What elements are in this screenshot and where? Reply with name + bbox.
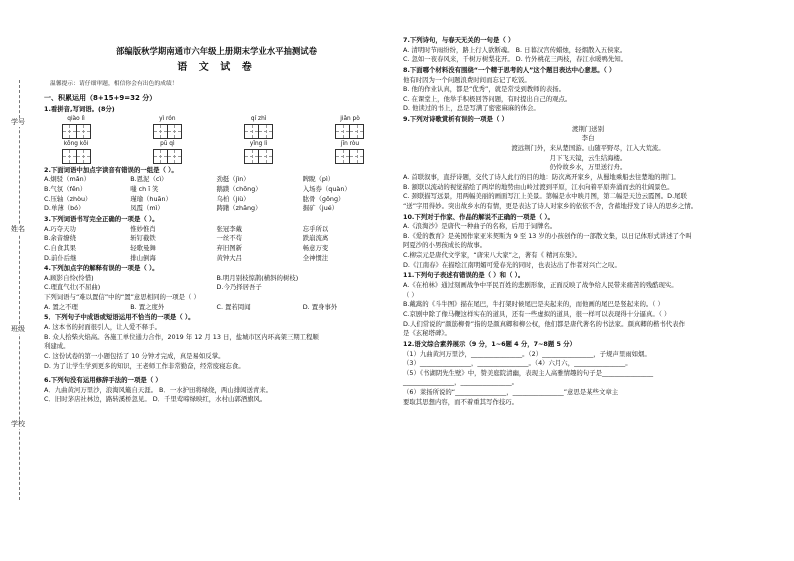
q11-line: （ ） <box>403 290 418 299</box>
option-text: 凤霞（mì） <box>130 204 164 213</box>
option-text: D.今乃择居吾子 <box>216 283 262 292</box>
q2-option-row <box>44 175 389 184</box>
pinyin-text: yǐng lì <box>249 140 268 147</box>
q6-line: A．九曲黄河万里沙，浪淘风簸自天涯。 B．一水护田将绿绕，两山排闼送青来。 <box>44 385 273 394</box>
q5-line: D. 为了让学生学到更多的知识，王老师工作非常勤奋，经常废寝忘食。 <box>44 361 245 370</box>
pinyin-text: jīn ròu <box>340 140 360 147</box>
option-text: A.顾影自怜(怜惜) <box>44 273 94 282</box>
section-1-heading: 一、积累运用（8+15+9=32 分） <box>44 93 157 102</box>
option-text: 全神惯注 <box>302 253 329 262</box>
question-7: 7.下列诗句，与春天无关的一句是（ ） <box>403 36 515 44</box>
binding-dashed-line <box>19 80 20 500</box>
q5-line: 利建成。 <box>44 342 70 351</box>
writing-boxes[interactable] <box>62 149 91 164</box>
q2-option-row <box>44 195 389 204</box>
option-text: A.炯驳（mǎn） <box>44 175 91 184</box>
q4b-option-row <box>44 303 389 312</box>
option-text: 轻歌曼舞 <box>130 243 156 252</box>
option-text: 踌躇（zhāng） <box>216 204 262 213</box>
q5-line: A. 这本书的封面很引人，让人爱不释手。 <box>44 322 161 331</box>
option-text: 鹅蹼（chōng） <box>216 185 262 194</box>
q7-line: A. 清明时节雨纷纷，路上行人欲断魂。 B. 日暮汉宫传蜡烛，轻烟散入五侯家。 <box>403 45 627 54</box>
option-text: D.单薄（bó） <box>44 204 85 213</box>
option-text: A. 置之不理 <box>44 302 78 311</box>
q3-option-row <box>44 225 389 234</box>
q5-line: C. 这份试卷的第一小题包括了 10 分钟才完成，真是易如反掌。 <box>44 351 225 360</box>
option-text: 肱骨（ɡōnɡ） <box>302 194 345 203</box>
option-text: 张冠李戴 <box>216 224 243 233</box>
option-text: 瑾瑜（huān） <box>130 194 172 203</box>
q12-line: 要取其思想内容，而不着重其写作技巧。 <box>403 397 519 406</box>
q5-line: B. 众人拾柴火焰高。各施工单位通力合作，2019 年 12 月 13 日，盐城市区内环高架三期工程顺 <box>44 332 319 341</box>
q8-line: D. 他读过的书上，总是写满了密密麻麻的体会。 <box>403 104 540 113</box>
binding-label-name: 姓名 <box>11 225 25 233</box>
exam-tip: 温馨提示：请仔细审题，相信你会有出色的成绩！ <box>50 80 178 87</box>
q8-line: C. 在课堂上，他举手积极回答问题，有时提出自己的观点。 <box>403 94 572 103</box>
pinyin-text: qiào lì <box>67 115 85 122</box>
writing-boxes[interactable] <box>335 149 364 164</box>
pinyin-item <box>48 141 104 164</box>
q10-line: A.《浪淘沙》是唐代一种曲子的名称，后用于词牌名。 <box>403 222 557 231</box>
pinyin-item <box>48 116 104 139</box>
option-text: 排山倒海 <box>130 253 156 262</box>
right-column <box>403 34 773 407</box>
q6-line: C．旧时茅店社林边，路转溪桥忽见。 D．千里莺啼绿映红，水村山郭酒旗风。 <box>44 395 267 404</box>
option-text: C.自食其果 <box>44 243 77 252</box>
pinyin-item <box>231 116 287 139</box>
q8-line: B. 他的作业认真，都是“优秀”，就是常受到教师的表扬。 <box>403 85 566 94</box>
q10-line: D.《江南春》在描绘江南明媚可爱春光的同时，也表达出了作者对兴亡之叹。 <box>403 260 621 269</box>
left-column <box>44 38 389 405</box>
pinyin-item <box>139 116 195 139</box>
binding-label-student-id: 学号 <box>11 118 25 126</box>
q9-line: “送”字用得妙。突出故乡水的有情，更是表达了诗人对家乡的依依不舍，含蓄地抒发了诗人的思乡之情。 <box>403 201 698 210</box>
option-text: 乌柏（jiù） <box>216 194 250 203</box>
q11-line: C.京剧中除了像马鞭这样实在的道具，还有一些虚拟的道具，很一样可以表现得十分逼真。（ ） <box>403 309 671 318</box>
poem-line: 仍怜故乡水，万里送行舟。 <box>549 163 627 172</box>
q11-line: D.人们常说的“颜筋柳骨”指的是颜真卿和柳公权，他们都是唐代著名的书法家。颜真卿的楷书代表作 <box>403 319 685 328</box>
question-5: 5．下列句子中成语或短语运用不恰当的一项是（ ）。 <box>44 313 195 322</box>
poem-line: 渡远荆门外，来从楚国游。山随平野尽，江入大荒流。 <box>511 144 665 153</box>
pinyin-item <box>231 141 287 164</box>
q3-option-row <box>44 254 389 263</box>
option-text: 睥睨（pì） <box>302 175 335 184</box>
question-6: 6.下列句没有运用修辞手法的一项是（ ） <box>44 376 162 385</box>
q10-line: 阿夏沙的小男孩成长的故事。 <box>403 241 487 250</box>
option-text: 劲挺（jìn） <box>216 175 250 184</box>
pinyin-text: qí zhì <box>250 115 267 122</box>
q10-line: B.《爱的教育》是英国作家亚米契斯为 9 至 13 岁的小孩创作的一部散文集，以日记体形式讲述了个叫 <box>403 231 692 240</box>
exam-title: 部编版秋学期南通市六年级上册期末学业水平抽测试卷 <box>116 46 317 56</box>
pinyin-text: pū qì <box>160 140 175 147</box>
option-text: B.气氛（fēn） <box>44 185 87 194</box>
option-text: 黄钟大吕 <box>216 253 243 262</box>
option-text: 畅意万变 <box>302 243 329 252</box>
q3-option-row <box>44 234 389 243</box>
pinyin-text: jiǎn pò <box>340 115 360 122</box>
q9-line: C. 颈联描写远景，用两幅美丽的画面写江上美景。第幅是水中映月图，第二幅是天边云霞图。D.尾联 <box>403 192 687 201</box>
question-10: 10.下列对于作家、作品的解说不正确的一项是（ ）。 <box>403 212 554 221</box>
q4-option-row <box>44 274 389 283</box>
option-text: D.前仆后继 <box>44 253 77 262</box>
question-11: 11.下列句子表述有错误的是（ ）和（ ）。 <box>403 271 525 280</box>
question-2: 2.下面词语中加点字读音有错误的一组是（ ）。 <box>44 165 178 174</box>
option-text: 一丝不苟 <box>216 234 243 243</box>
poem-title: 渡荆门送别 <box>572 124 604 133</box>
option-text: B. 置之度外 <box>130 302 165 311</box>
q3-option-row <box>44 244 389 253</box>
option-text: B.明月别枝惊鹊(横斜的树枝) <box>216 273 299 282</box>
option-text: C. 置若罔闻 <box>216 302 251 311</box>
question-1: 1.看拼音,写词语。(8分) <box>44 105 115 114</box>
pinyin-item <box>322 141 378 164</box>
option-text: D. 置身事外 <box>302 302 338 311</box>
option-text: 斩钉截铁 <box>130 234 156 243</box>
pinyin-item <box>139 141 195 164</box>
q12-line[interactable]: （1）九曲黄河万里沙，________________。（2）________________，子规声里雨如烟。 <box>403 349 651 358</box>
writing-boxes[interactable] <box>244 124 273 139</box>
binding-strip <box>8 80 30 500</box>
poem-line: 月下飞天镜，云生结海楼。 <box>549 153 627 162</box>
question-8: 8.下面哪个材料没有围绕“一个精于思考的人”这个题目表达中心意思。（ ） <box>403 65 616 74</box>
q4-option-row <box>44 283 389 292</box>
option-text: C.压轴（zhòu） <box>44 194 92 203</box>
option-text: A.巧夺天功 <box>44 224 76 233</box>
q12-line[interactable]: （6）莱扬所说的“________________，________________”意思是某些文章主 <box>403 388 619 397</box>
q12-line[interactable]: ________________，________________。 <box>403 378 519 387</box>
q2-option-row <box>44 185 389 194</box>
poem-author: 李白 <box>581 134 595 143</box>
writing-boxes[interactable] <box>153 149 182 164</box>
q8-line: 他有时因为一个问题浪费时间而忘记了吃饭。 <box>403 75 531 84</box>
q7-line: C. 忽如一夜春风来，千树万树梨花开。 D. 竹外桃花三两枝，春江水暖鸭先知。 <box>403 55 628 64</box>
pinyin-grid-row-1 <box>48 116 378 139</box>
q2-option-row <box>44 204 389 213</box>
writing-boxes[interactable] <box>244 149 273 164</box>
question-9: 9.下列对诗歌赏析有误的一项是（ ） <box>403 115 508 124</box>
q9-line: A. 首联叙事，直抒诗题，交代了诗人此行的目的地：防次离开家乡，从蜀地乘船去往楚地的荆门。 <box>403 172 680 181</box>
option-text: 惟妙惟肖 <box>130 224 156 233</box>
pinyin-text: kōng kōi <box>63 140 89 147</box>
exam-subtitle: 语 文 试 卷 <box>177 62 256 74</box>
q11-line: 是《玄秘塔碑》。 <box>403 329 451 338</box>
q11-line: B.戴嵩的《斗牛图》描在尾巴，牛打架时候尾巴是夹起来的，而他画的尾巴是竖起来的。（ ） <box>403 300 664 309</box>
pinyin-item <box>322 116 378 139</box>
writing-boxes[interactable] <box>335 124 364 139</box>
question-3: 3.下列词语书写完全正确的一项是（ ）。 <box>44 214 159 223</box>
question-12: 12.语文综合素养展示（9 分，1~6题 4 分，7~8题 5 分） <box>403 339 576 348</box>
q12-line[interactable]: （5）《书湖阴先生壁》中，赞美庭院清幽，表现主人高雅情趣的句子是________________ <box>403 368 654 377</box>
option-text: 嗤 ch ī 笑 <box>130 185 159 194</box>
option-text: 跌崩流离 <box>302 234 329 243</box>
q12-line[interactable]: （3）________________，________________。（4）六月六，________________。 <box>403 359 632 368</box>
option-text: 入场券（quàn） <box>302 185 351 194</box>
q9-line: B. 颔联以流动的视觉描绘了两岸的地势由山岭过渡到平原，江水向着平原奔涌而去的壮阔景色。 <box>403 182 674 191</box>
option-text: 弃旧图新 <box>216 243 243 252</box>
option-text: 忘乎所以 <box>302 224 329 233</box>
option-text: B.恩泥（cì） <box>130 175 168 184</box>
writing-boxes[interactable] <box>153 124 182 139</box>
question-4: 4.下列加点字的解释有误的一项是（ ）。 <box>44 264 159 273</box>
q10-line: C.柳宗元是唐代文学家，“唐宋八大家”之，著有《 精河东集》。 <box>403 251 582 260</box>
pinyin-grid-row-2 <box>48 141 378 164</box>
option-text: 掘矿（jué） <box>302 204 339 213</box>
pinyin-text: yì rón <box>159 115 176 122</box>
option-text: C.理直气壮(不屈曲) <box>44 283 101 292</box>
binding-label-school: 学校 <box>11 420 25 428</box>
option-text: B.余音缭绕 <box>44 234 76 243</box>
question-4b: 下列词语与“难以置信”中的“置”意思相同的一项是（ ） <box>44 293 200 302</box>
writing-boxes[interactable] <box>62 124 91 139</box>
binding-label-class: 班级 <box>11 325 25 333</box>
q11-line: A.《在柏林》通过刻画战争中平民百姓的悲剧形象，正面反映了战争给人民带来痛苦的残酷现实。 <box>403 281 678 290</box>
